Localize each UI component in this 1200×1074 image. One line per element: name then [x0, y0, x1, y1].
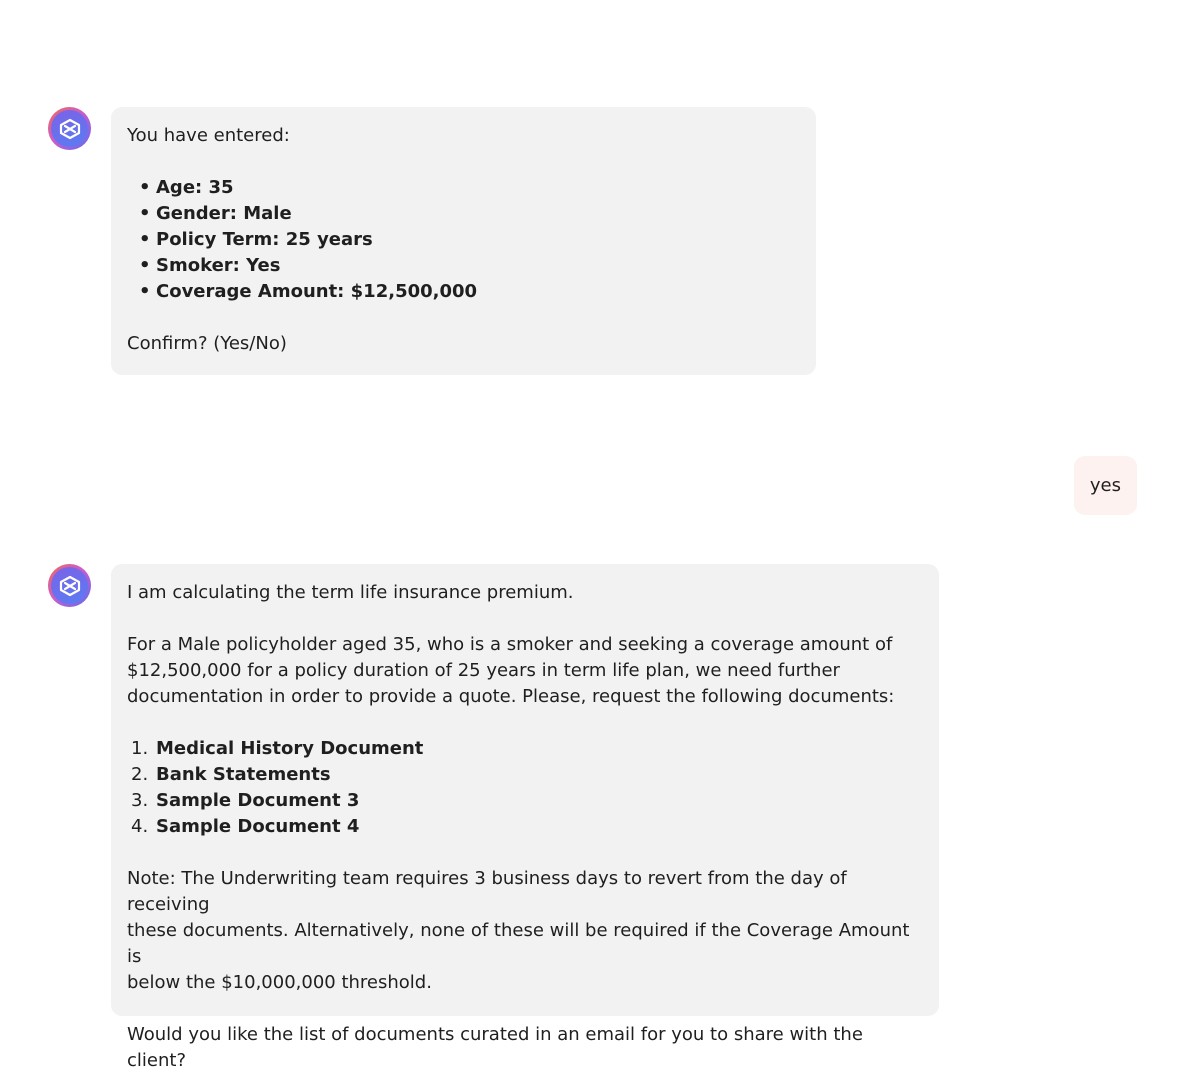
entered-details-list: [127, 175, 800, 305]
list-item: 4. Sample Document 4: [131, 816, 360, 837]
list-item: • Age: 35: [127, 175, 800, 201]
bot-avatar: [48, 564, 91, 607]
message-note-line: these documents. Alternatively, none of these will be required if the Coverage Amount is: [127, 920, 910, 967]
message-note-line: Note: The Underwriting team requires 3 business days to revert from the day of receiving: [127, 868, 847, 915]
message-note-line: below the $10,000,000 threshold.: [127, 972, 432, 993]
document-name: Sample Document 3: [156, 790, 360, 811]
list-item: 1. Medical History Document: [131, 738, 424, 759]
document-name: Sample Document 4: [156, 816, 360, 837]
message-intro: I am calculating the term life insurance premium.: [127, 582, 574, 603]
message-details-line: $12,500,000 for a policy duration of 25 years in term life plan, we need further: [127, 660, 840, 681]
required-documents-list: [127, 736, 923, 840]
bot-message-bubble: [111, 564, 939, 1071]
message-details-line: documentation in order to provide a quote. Please, request the following documents:: [127, 686, 895, 707]
message-question: Would you like the list of documents curated in an email for you to share with the client?: [127, 1024, 863, 1071]
list-item: 2. Bank Statements: [131, 764, 331, 785]
document-name: Bank Statements: [156, 764, 331, 785]
list-item: • Coverage Amount: $12,500,000: [127, 279, 800, 305]
document-name: Medical History Document: [156, 738, 424, 759]
list-item: • Gender: Male: [127, 201, 800, 227]
assistant-logo-icon: [51, 110, 88, 147]
user-message-bubble: [1074, 456, 1137, 515]
list-item: • Smoker: Yes: [127, 253, 800, 279]
assistant-logo-icon: [51, 567, 88, 604]
list-item: 3. Sample Document 3: [131, 790, 360, 811]
bot-message-bubble: [111, 107, 816, 375]
user-message-text: yes: [1089, 475, 1121, 496]
message-details-line: For a Male policyholder aged 35, who is a smoker and seeking a coverage amount of: [127, 634, 893, 655]
confirm-prompt: Confirm? (Yes/No): [127, 333, 287, 354]
message-intro: You have entered:: [127, 125, 290, 146]
list-item: • Policy Term: 25 years: [127, 227, 800, 253]
bot-avatar: [48, 107, 91, 150]
